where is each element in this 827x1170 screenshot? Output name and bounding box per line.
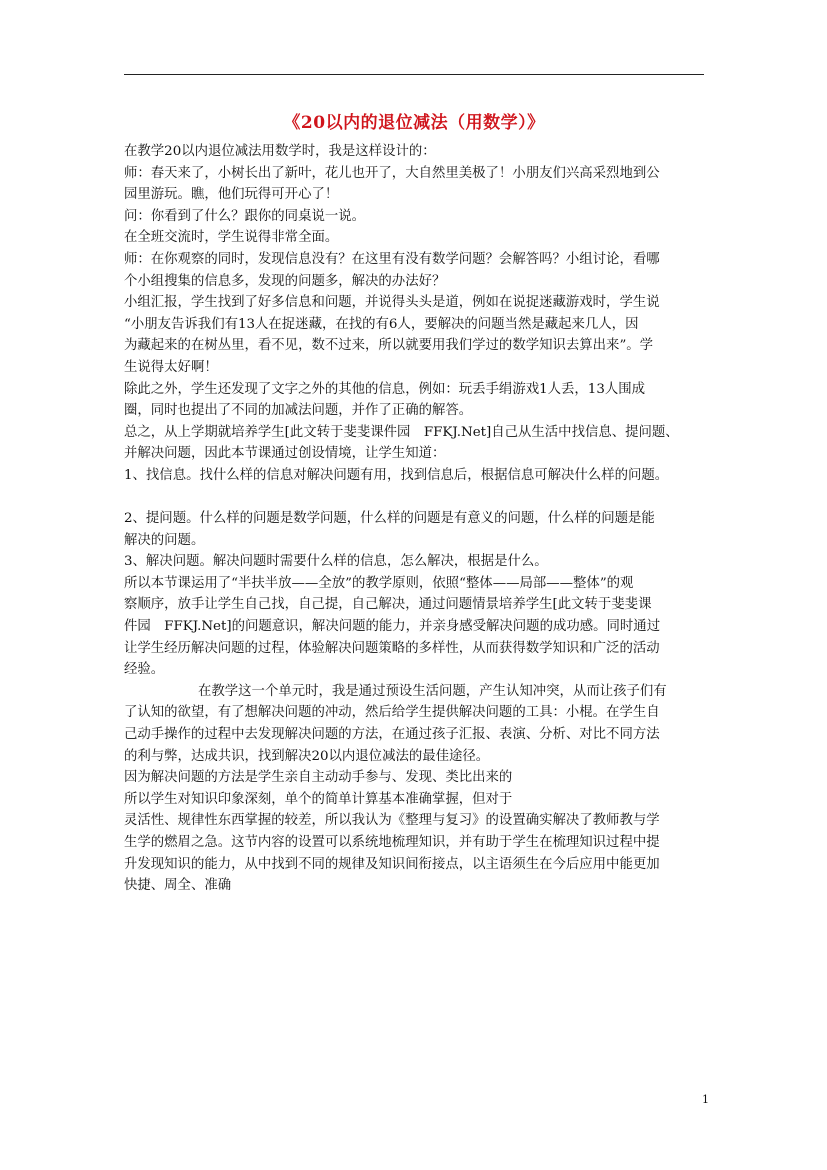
header-rule <box>124 74 704 75</box>
paragraph-line: 察顺序，放手让学生自己找，自己提，自己解决，通过问题情景培养学生[此文转于斐斐课 <box>124 597 652 613</box>
paragraph-line: 所以学生对知识印象深刻，单个的简单计算基本准确掌握，但对于 <box>124 791 513 807</box>
paragraph-line: 并解决问题，因此本节课通过创设情境，让学生知道： <box>124 446 446 462</box>
paragraph-line: 了认知的欲望，有了想解决问题的冲动，然后给学生提供解决问题的工具：小棍。在学生自 <box>124 705 660 721</box>
paragraph-line: 个小组搜集的信息多，发现的问题多，解决的办法好？ <box>124 273 446 289</box>
paragraph-line: 在全班交流时，学生说得非常全面。 <box>124 230 339 246</box>
paragraph-line: 园里游玩。瞧，他们玩得可开心了！ <box>124 187 339 203</box>
paragraph-line: 所以本节课运用了“半扶半放——全放”的教学原则，依照“整体——局部——整体”的观 <box>124 575 634 591</box>
paragraph-line: 总之，从上学期就培养学生[此文转于斐斐课件园 FFKJ.Net]自己从生活中找信息、提问题、 <box>124 424 679 440</box>
paragraph-line: 经验。 <box>124 662 165 678</box>
paragraph-line: 生说得太好啊！ <box>124 359 218 375</box>
paragraph-line: 件园 FFKJ.Net]的问题意识，解决问题的能力，并亲身感受解决问题的成功感。同时通过 <box>124 619 661 635</box>
paragraph-line: 升发现知识的能力，从中找到不同的规律及知识间衔接点，以主语须生在今后应用中能更加 <box>124 856 660 872</box>
paragraph-line: 解决的问题。 <box>124 532 205 548</box>
blank-line <box>124 487 704 509</box>
paragraph-line: 2、提问题。什么样的问题是数学问题，什么样的问题是有意义的问题，什么样的问题是能 <box>124 511 655 527</box>
paragraph-line: 小组汇报，学生找到了好多信息和问题，并说得头头是道，例如在说捉迷藏游戏时，学生说 <box>124 295 660 311</box>
paragraph-line: 己动手操作的过程中去发现解决问题的方法，在通过孩子汇报、表演、分析、对比不同方法 <box>124 727 660 743</box>
paragraph-line: 1、找信息。找什么样的信息对解决问题有用，找到信息后，根据信息可解决什么样的问题。 <box>124 467 669 483</box>
paragraph-line: 生学的燃眉之急。这节内容的设置可以系统地梳理知识，并有助于学生在梳理知识过程中提 <box>124 835 660 850</box>
page-number: 1 <box>702 1093 709 1106</box>
paragraph-line: 的利与弊，达成共识，找到解决20以内退位减法的最佳途径。 <box>124 748 490 764</box>
paragraph-line: 问：你看到了什么？跟你的同桌说一说。 <box>124 208 366 224</box>
paragraph-line: 为藏起来的在树丛里，看不见，数不过来，所以就要用我们学过的数学知识去算出来”。学 <box>124 338 654 354</box>
document-title: 《20以内的退位减法（用数学）》 <box>283 113 545 133</box>
paragraph-line: 灵活性、规律性东西掌握的较差，所以我认为《整理与复习》的设置确实解决了教师教与学 <box>124 813 660 829</box>
paragraph-line: 因为解决问题的方法是学生亲自主动动手参与、发现、类比出来的 <box>124 770 513 786</box>
paragraph-line: 师：春天来了，小树长出了新叶，花儿也开了，大自然里美极了！小朋友们兴高采烈地到公 <box>124 165 660 181</box>
paragraph-line: 让学生经历解决问题的过程，体验解决问题策略的多样性，从而获得数学知识和广泛的活动 <box>124 640 660 656</box>
paragraph-line: 除此之外，学生还发现了文字之外的其他的信息，例如：玩丢手绢游戏1人丢，13人围成 <box>124 381 646 397</box>
paragraph-line: 在教学这一个单元时，我是通过预设生活问题，产生认知冲突，从而让孩子们有 <box>198 683 667 699</box>
paragraph-line: 圈，同时也提出了不同的加减法问题，并作了正确的解答。 <box>124 403 473 419</box>
paragraph-line: 在教学20以内退位减法用数学时，我是这样设计的： <box>124 144 436 159</box>
paragraph-line: 快捷、周全、准确 <box>124 878 232 894</box>
document-body <box>124 141 704 897</box>
paragraph-line: 师：在你观察的同时，发现信息没有？在这里有没有数学问题？会解答吗？小组讨论，看哪 <box>124 251 660 267</box>
paragraph-line: “小朋友告诉我们有13人在捉迷藏，在找的有6人，要解决的问题当然是藏起来几人，因 <box>124 316 639 332</box>
paragraph-line: 3、解决问题。解决问题时需要什么样的信息，怎么解决，根据是什么。 <box>124 554 548 570</box>
